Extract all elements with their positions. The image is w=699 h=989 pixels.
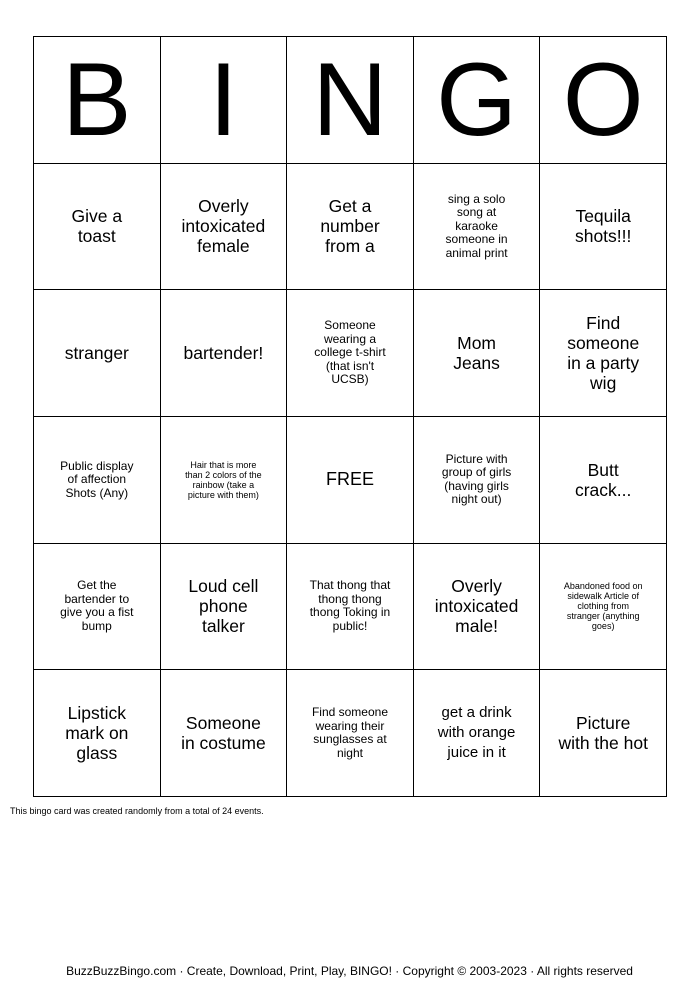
header-letter-o: O xyxy=(540,37,667,164)
bingo-cell xyxy=(160,543,287,670)
bingo-cell xyxy=(540,163,667,290)
cell-text: Lipstick mark on glass xyxy=(65,703,129,764)
card-generation-note: This bingo card was created randomly from a total of 24 events. xyxy=(10,806,264,816)
header-letter-g: G xyxy=(413,37,540,164)
bingo-cell xyxy=(413,670,540,797)
header-letter-i: I xyxy=(160,37,287,164)
bingo-cell xyxy=(287,290,414,417)
cell-text: Loud cell phone talker xyxy=(188,576,259,637)
bingo-row xyxy=(34,416,667,543)
cell-text: Mom Jeans xyxy=(453,333,500,374)
bingo-cell xyxy=(540,290,667,417)
copyright-footer: BuzzBuzzBingo.com · Create, Download, Print, Play, BINGO! · Copyright © 2003-2023 · All rights reserved xyxy=(66,964,633,978)
bingo-cell xyxy=(160,290,287,417)
bingo-cell xyxy=(287,543,414,670)
bingo-cell xyxy=(34,290,161,417)
cell-text: Picture with the hot xyxy=(558,713,648,754)
bingo-cell xyxy=(34,163,161,290)
cell-text: Hair that is more than 2 colors of the rainbow (take a picture with them) xyxy=(185,459,262,500)
cell-text: Get a number from a xyxy=(320,196,380,257)
cell-text: Find someone wearing their sunglasses at night xyxy=(311,705,388,760)
bingo-cell xyxy=(160,670,287,797)
bingo-cell xyxy=(540,416,667,543)
header-letter-b: B xyxy=(34,37,161,164)
bingo-cell xyxy=(160,163,287,290)
cell-text: Overly intoxicated female xyxy=(181,196,266,257)
cell-text: Find someone in a party wig xyxy=(567,313,640,394)
header-row xyxy=(34,37,667,164)
bingo-cell xyxy=(413,543,540,670)
cell-text: Butt crack... xyxy=(574,459,632,500)
bingo-cell xyxy=(413,290,540,417)
cell-text: stranger xyxy=(64,343,129,364)
header-letter-n: N xyxy=(287,37,414,164)
cell-text: Tequila shots!!! xyxy=(574,206,632,247)
cell-text: That thong that thong thong thong Toking in public! xyxy=(309,578,391,633)
bingo-cell xyxy=(287,670,414,797)
bingo-card xyxy=(33,36,667,797)
bingo-cell xyxy=(34,543,161,670)
bingo-row xyxy=(34,670,667,797)
bingo-row xyxy=(34,290,667,417)
bingo-cell xyxy=(413,163,540,290)
bingo-cell xyxy=(34,416,161,543)
bingo-cell xyxy=(34,670,161,797)
bingo-cell xyxy=(413,416,540,543)
cell-text: Someone wearing a college t-shirt (that isn't UCSB) xyxy=(314,318,386,387)
bingo-cell xyxy=(540,543,667,670)
cell-text: get a drink with orange juice in it xyxy=(437,704,516,762)
cell-text: bartender! xyxy=(183,343,264,364)
cell-text: Abandoned food on sidewalk Article of clothing from stranger (anything goes) xyxy=(563,581,643,632)
cell-text: Overly intoxicated male! xyxy=(434,576,519,637)
cell-text: Get the bartender to give you a fist bump xyxy=(60,578,134,633)
cell-text: Public display of affection Shots (Any) xyxy=(60,458,134,500)
free-space-cell xyxy=(287,416,414,543)
cell-text: Someone in costume xyxy=(181,713,266,754)
bingo-cell xyxy=(540,670,667,797)
free-space-label: FREE xyxy=(325,469,374,490)
bingo-cell xyxy=(287,163,414,290)
cell-text: sing a solo song at karaoke someone in animal print xyxy=(445,191,508,260)
bingo-cell xyxy=(160,416,287,543)
cell-text: Give a toast xyxy=(71,206,123,247)
cell-text: Picture with group of girls (having girls night out) xyxy=(441,451,512,507)
bingo-row xyxy=(34,543,667,670)
bingo-row xyxy=(34,163,667,290)
